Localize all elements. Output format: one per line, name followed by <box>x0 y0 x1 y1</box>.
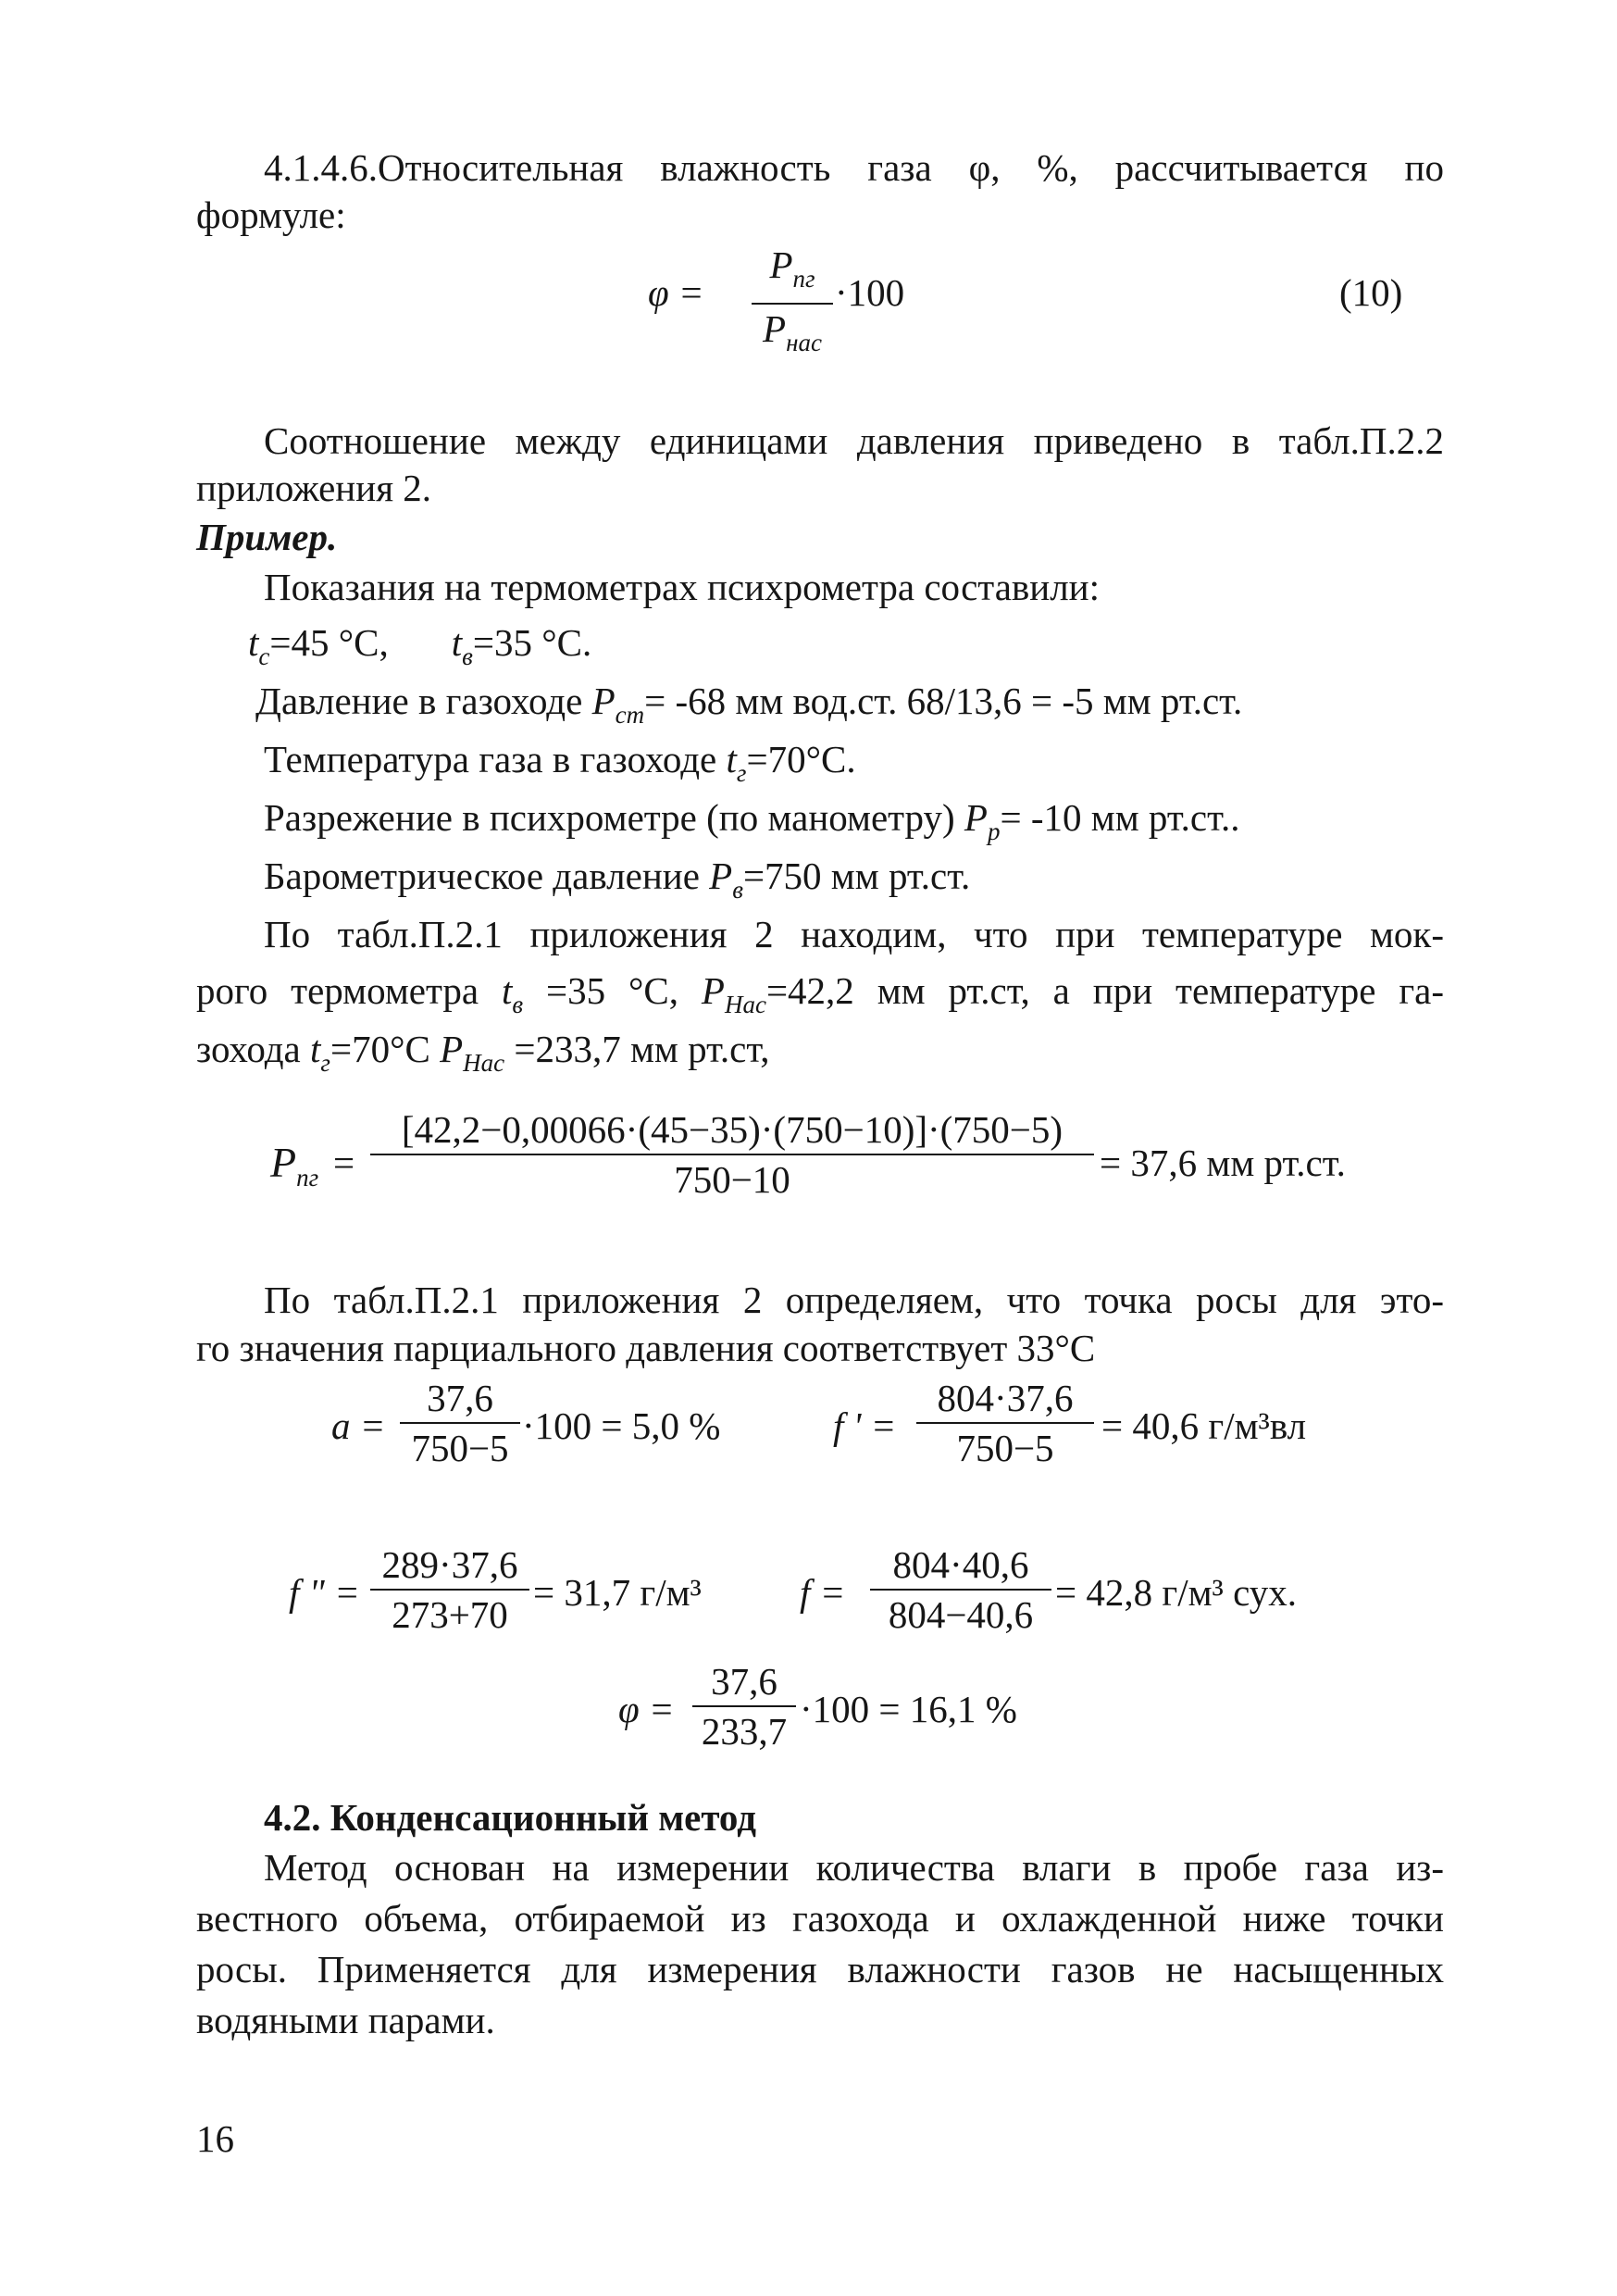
paragraph-line: формуле: <box>196 193 346 236</box>
equation-fraction <box>370 1107 1094 1202</box>
equation-equals: = <box>333 1142 355 1184</box>
equation-result: = 42,8 г/м³ сух. <box>1055 1571 1297 1614</box>
paragraph-line: Температура газа в газоходе $t_г=70^\circ C$. <box>264 738 856 787</box>
numerator: [42,2−0,00066·(45−35)·(750−10)]·(750−5) <box>401 1108 1063 1151</box>
equation-result: = 37,6 мм рт.ст. <box>1100 1142 1346 1184</box>
paragraph-line: 4.1.4.6.Относительная влажность газа φ, %, рассчитывается по <box>264 146 1444 189</box>
page-number: 16 <box>196 2117 234 2160</box>
equation-tail: ·100 <box>835 271 905 314</box>
equation-fraction: 804·37,6 750−5 <box>916 1376 1094 1470</box>
paragraph-line: водяными парами. <box>196 1999 495 2041</box>
equation-fraction <box>752 243 833 365</box>
equation-result: ·100 = 16,1 % <box>800 1688 1017 1730</box>
numerator: P <box>769 243 793 286</box>
equation-fraction: 37,6 750−5 <box>400 1376 520 1470</box>
paragraph-line: Разрежение в психрометре (по манометру) $P_р= -10$ мм рт.ст.. <box>264 796 1240 845</box>
paragraph-line: приложения 2. <box>196 467 432 509</box>
thermometer-readings: $t_c=45$ °C, $t_в=35$ °C. <box>248 621 592 670</box>
section-heading: 4.2. Конденсационный метод <box>264 1796 756 1839</box>
equation-fraction: 804·40,6 804−40,6 <box>870 1542 1051 1637</box>
equation-result: ·100 = 5,0 % <box>522 1404 721 1447</box>
paragraph-line: Давление в газоходе $P_{ст}= -68$ мм вод.ст. 68/13,6 = -5 мм рт.ст. <box>255 680 1243 729</box>
equation-lhs: f ' = <box>833 1404 897 1447</box>
paragraph-line: По табл.П.2.1 приложения 2 определяем, что точка росы для это- <box>264 1279 1444 1321</box>
numerator-subscript: пг <box>792 265 815 293</box>
equation-result: = 31,7 г/м³ <box>533 1571 702 1614</box>
equation-lhs: $P_{пг}$ <box>270 1139 319 1192</box>
equation-number: (10) <box>1339 271 1403 314</box>
paragraph-line: росы. Применяется для измерения влажности газов не насыщенных <box>196 1948 1444 1990</box>
equation-result: = 40,6 г/м³вл <box>1101 1404 1307 1447</box>
example-heading: Пример. <box>196 516 338 558</box>
paragraph-line: зохода $t_г=70^\circ C$ $P_{Нас} =233,7$ мм рт.ст, <box>196 1028 770 1077</box>
paragraph-line: Показания на термометрах психрометра составили: <box>264 566 1100 608</box>
equation-lhs: f = <box>800 1571 846 1614</box>
equation-fraction: 37,6 233,7 <box>692 1659 796 1753</box>
paragraph-line: вестного объема, отбираемой из газохода и охлажденной ниже точки <box>196 1897 1444 1940</box>
denominator: 750−10 <box>674 1158 790 1201</box>
equation-lhs: a = <box>331 1404 386 1447</box>
paragraph-line: Барометрическое давление $P_в=750$ мм рт.ст. <box>264 855 971 904</box>
paragraph-line: рого термометра $t_в =35$ °C, $P_{Нас}=42,2$ мм рт.ст, а при температуре га- <box>196 969 1444 1018</box>
paragraph-line: Метод основан на измерении количества влаги в пробе газа из- <box>264 1846 1444 1889</box>
paragraph-line: По табл.П.2.1 приложения 2 находим, что при температуре мок- <box>264 913 1444 955</box>
equation-lhs: φ = <box>648 271 704 314</box>
paragraph-line: Соотношение между единицами давления приведено в табл.П.2.2 <box>264 419 1444 462</box>
denominator: P <box>763 307 787 350</box>
equation-lhs: f " = <box>289 1571 360 1614</box>
equation-fraction: 289·37,6 273+70 <box>370 1542 529 1637</box>
paragraph-line: го значения парциального давления соответствует 33°C <box>196 1327 1096 1369</box>
denominator-subscript: нас <box>786 329 822 356</box>
equation-lhs: φ = <box>618 1688 675 1730</box>
